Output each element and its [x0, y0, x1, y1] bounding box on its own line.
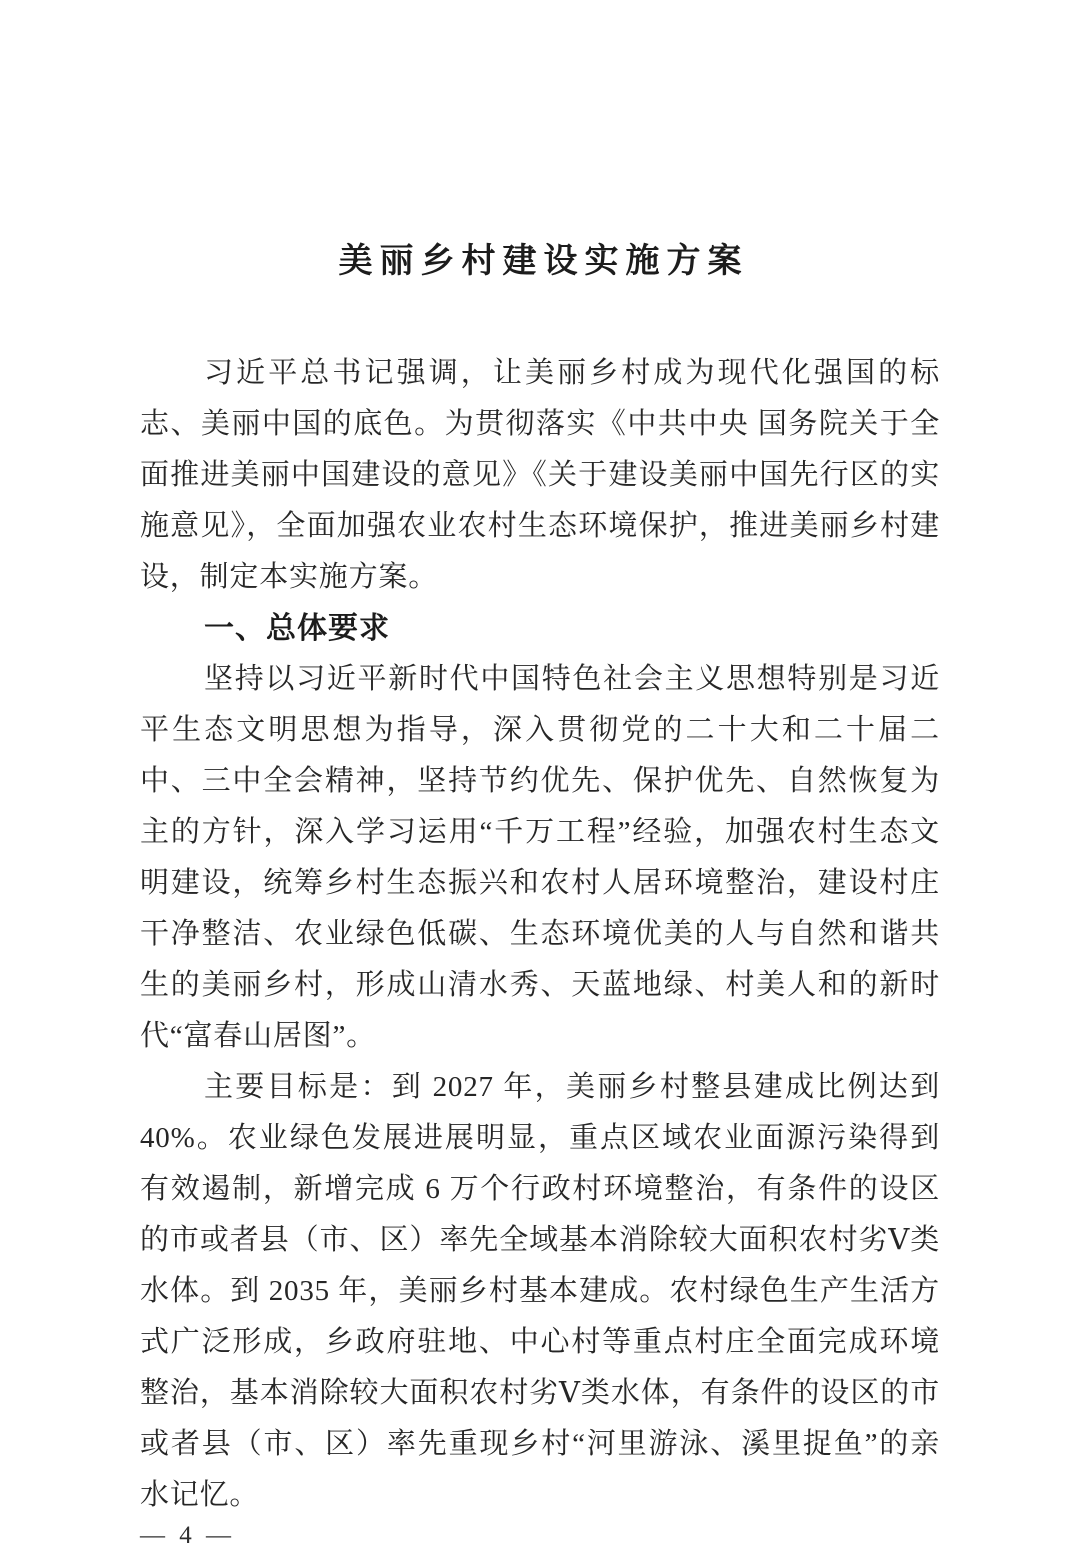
body-paragraph-main-goals: 主要目标是：到 2027 年，美丽乡村整县建成比例达到 40%。农业绿色发展进展明显，重点区域农业面源污染得到有效遏制，新增完成 6 万个行政村环境整治，有条件的设区的市或者县（市、区）率先全域基本消除较大面积农村劣Ⅴ类水体。到 2035 年，美丽乡村基本建成。农村绿色生产生活方式广泛形成，乡政府驻地、中心村等重点村庄全面完成环境整治，基本消除较大面积农村劣Ⅴ类水体，有条件的设区的市或者县（市、区）率先重现乡村“河里游泳、溪里捉鱼”的亲水记忆。 — [140, 1071, 940, 1511]
section-heading-overall-requirements: 一、总体要求 — [204, 612, 390, 645]
body-paragraph-guiding-principles: 坚持以习近平新时代中国特色社会主义思想特别是习近平生态文明思想为指导，深入贯彻党的二十大和二十届二中、三中全会精神，坚持节约优先、保护优先、自然恢复为主的方针，深入学习运用“千万工程”经验，加强农村生态文明建设，统筹乡村生态振兴和农村人居环境整治，建设村庄干净整洁、农业绿色低碳、生态环境优美的人与自然和谐共生的美丽乡村，形成山清水秀、天蓝地绿、村美人和的新时代“富春山居图”。 — [140, 663, 940, 1052]
page-number: — 4 — — [140, 1522, 235, 1549]
intro-paragraph: 习近平总书记强调，让美丽乡村成为现代化强国的标志、美丽中国的底色。为贯彻落实《中共中央 国务院关于全面推进美丽中国建设的意见》《关于建设美丽中国先行区的实施意见》，全面加强农业农村生态环境保护，推进美丽乡村建设，制定本实施方案。 — [140, 357, 940, 593]
document-title: 美丽乡村建设实施方案 — [338, 242, 749, 280]
